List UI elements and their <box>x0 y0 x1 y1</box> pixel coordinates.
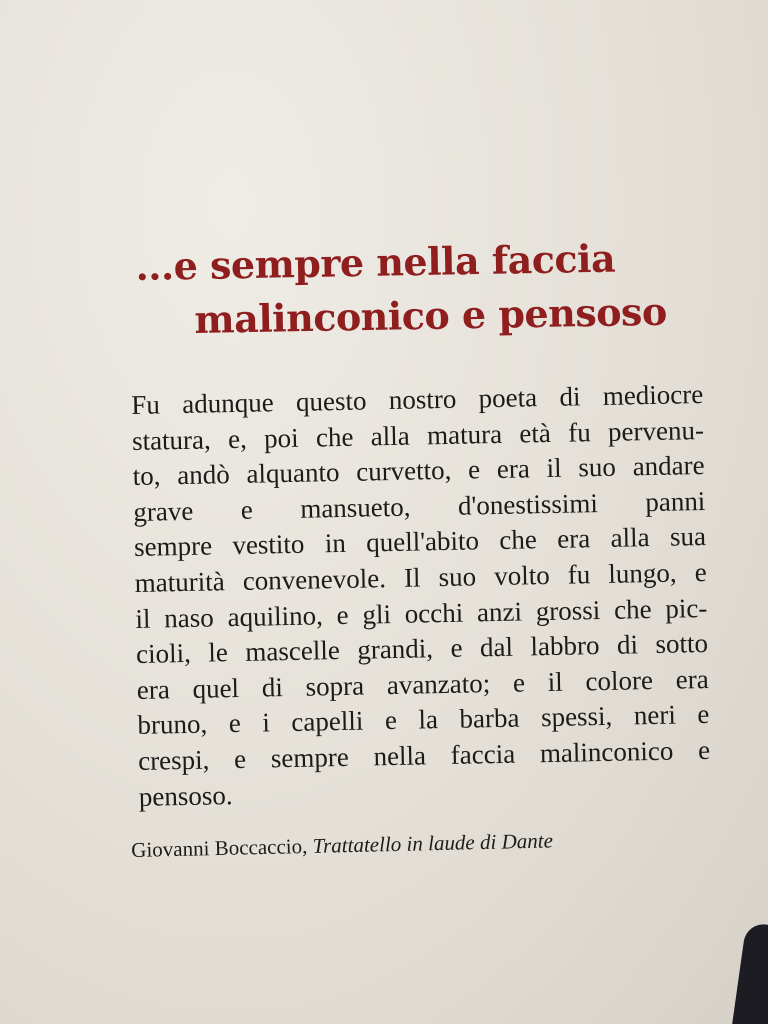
quote-line: maturità convenevole. Il suo volto fu lungo, e <box>134 556 707 598</box>
quote-line: statura, e, poi che alla matura età fu pervenu- <box>131 414 705 456</box>
quote-line: crespi, e sempre nella faccia malinconico e <box>137 734 711 776</box>
attribution-work-title: Trattatello in laude di Dante <box>312 828 554 858</box>
quote-body <box>131 377 711 815</box>
quote-line: pensoso. <box>138 779 233 812</box>
quote-line: sempre vestito in quell'abito che era alla sua <box>133 521 707 563</box>
panel-title <box>135 230 697 348</box>
quote-line: il naso aquilino, e gli occhi anzi grossi che pic- <box>135 592 708 634</box>
attribution-author: Giovanni Boccaccio, <box>131 833 313 862</box>
title-line-2: malinconico e pensoso <box>194 288 668 342</box>
quote-line: to, andò alquanto curvetto, e era il suo andare <box>132 450 705 492</box>
quote-attribution <box>131 828 553 863</box>
quote-line: cioli, le mascelle grandi, e dal labbro di sotto <box>135 628 709 670</box>
title-line-1: ...e sempre nella faccia <box>135 235 616 289</box>
quote-line: grave e mansueto, d'onestissimi panni <box>133 485 706 527</box>
quote-line: Fu adunque questo nostro poeta di mediocre <box>131 379 704 420</box>
quote-line: bruno, e i capelli e la barba spessi, neri e <box>137 699 710 741</box>
dark-corner-object <box>730 922 768 1024</box>
quote-line: era quel di sopra avanzato; e il colore era <box>136 663 709 705</box>
